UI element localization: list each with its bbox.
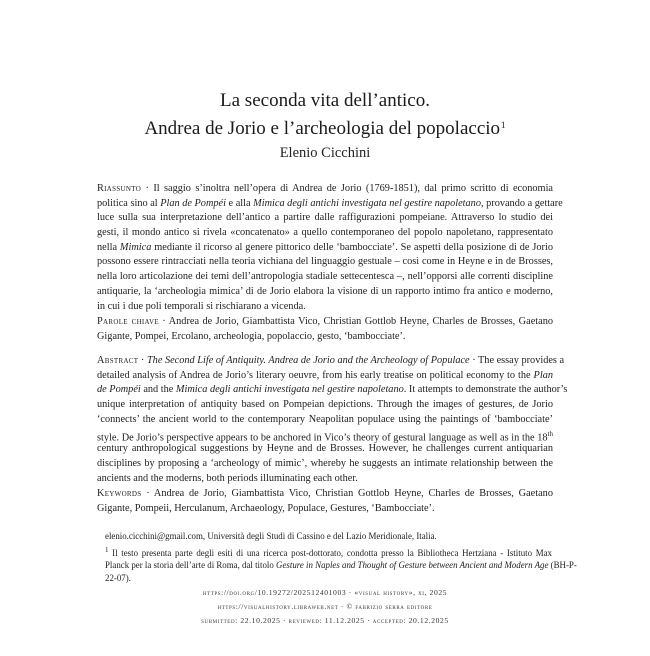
keywords-label: Keywords <box>97 488 142 499</box>
dates-line: submitted: 22.10.2025 · reviewed: 11.12.2025 · accepted: 20.12.2025 <box>201 616 449 625</box>
riassunto-line: nella loro articolazione dei temi dell’antropologia stadiale settecentesca –, nell’opporsi alle correnti discipline <box>97 271 553 283</box>
footnote-1-line: $^1$ Il testo presenta parte degli esiti di una ricerca post-dottorato, condotta presso la Bibliotheca Hertziana - Istituto Max <box>105 546 552 559</box>
parole-chiave-line: Gigante, Pompei, Ercolano, archeologia, popolaccio, gesto, ‘bambocciate’. <box>97 330 406 342</box>
parole-chiave-section <box>97 315 553 344</box>
keywords-text <box>97 487 553 516</box>
author-affiliation: elenio.cicchini@gmail.com, Università degli Studi di Cassino e del Lazio Meridionale, Italia. <box>105 531 437 541</box>
abstract-line: ‘connects’ the ancient world to the contemporary Neapolitan populace using the paintings of ‘bambocciate’ <box>97 413 553 425</box>
keywords-section <box>97 487 553 516</box>
riassunto-line: gesti, il mondo antico si rivela «concatenato» a quello contemporaneo del popolo napoletano, rappresentato <box>97 227 553 239</box>
riassunto-line: in cui i due poli temporali si rischiarano a vicenda. <box>97 300 306 312</box>
keywords-line: Gigante, Pompeii, Herculanum, Archaeology, Populace, Gestures, ‘Bambocciate’. <box>97 502 435 514</box>
abstract-label: Abstract <box>97 355 139 366</box>
author-name: Elenio Cicchini <box>279 145 371 161</box>
abstract-line: style. De Jorio’s perspective appears to be anchored in Vico’s theory of gestural language as well as in the 18th <box>97 430 553 444</box>
footnote-1-marker: 1 <box>105 546 109 555</box>
riassunto-line: nella Mimica mediante il ricorso al genere pittorico delle ‘bambocciate’. Se aspetti della posizione di de Jorio <box>97 241 553 253</box>
abstract-line: Abstract · The Second Life of Antiquity. Andrea de Jorio and the Archeology of Populace · The essay provides a <box>97 355 565 366</box>
riassunto-line: Riassunto · Il saggio s’inoltra nell’opera di Andrea de Jorio (1769-1851), dal primo scritto di economia <box>97 183 553 194</box>
abstract-line: disciplines by proposing a ‘archeology of mimic’, whereby he suggests an intimate relationship between the <box>97 457 553 469</box>
footnotes <box>105 530 577 584</box>
riassunto-line: possono essere rintracciati nella teoria vichiana del linguaggio gestuale – così come in Heyne e in de Brosses, <box>97 256 553 268</box>
doi-line[interactable]: https://doi.org/10.19272/202512401003 · «visual history», xi, 2025 <box>202 588 448 597</box>
riassunto-line: antiquarie, la ‘archeologia mimica’ di de Jorio elabora la visione di un rapporto intimo fra antico e moderno, <box>97 285 553 297</box>
paper-title-line-1: La seconda vita dell’antico. <box>220 90 430 111</box>
parole-chiave-line: Parole chiave · Andrea de Jorio, Giambattista Vico, Christian Gottlob Heyne, Charles de Brosses, Gaetano <box>97 316 553 327</box>
footnote-1-line: 22-07). <box>105 572 131 583</box>
riassunto-label: Riassunto <box>97 183 142 194</box>
abstract-line: de Pompéi and the Mimica degli antichi investigata nel gestire napoletano. It attempts to demonstrate the author’s <box>97 384 568 396</box>
footnote-1 <box>105 544 577 584</box>
abstract-line: detailed analysis of Andrea de Jorio’s literary oeuvre, from his early treatise on political economy to the Plan <box>97 369 553 381</box>
paper-title-line-2-text: Andrea de Jorio e l’archeologia del popolaccio <box>144 118 501 139</box>
abstract-section <box>97 354 568 486</box>
publisher-line[interactable]: https://visualhistory.libraweb.net · © fabrizio serra editore <box>217 602 433 611</box>
keywords-line: Keywords · Andrea de Jorio, Giambattista Vico, Christian Gottlob Heyne, Charles de Brosses, Gaetano <box>97 488 553 499</box>
abstract-line: ancients and the moderns, both periods illuminating each other. <box>97 472 358 484</box>
abstract-line: century anthropological suggestions by Heyne and de Brosses. However, he challenges current antiquarian <box>97 443 553 455</box>
riassunto-text <box>97 182 563 314</box>
paper-title-line-2 <box>0 114 650 140</box>
riassunto-section <box>97 182 563 314</box>
riassunto-line: luce sulla sua interpretazione dell’antico a partire dalle raffigurazioni pompeiane. Attraverso lo studio dei <box>97 212 553 224</box>
footnote-1-line: Planck per la storia dell’arte di Roma, dal titolo Gesture in Naples and Thought of Gesture between Ancient and Modern Age (BH-P- <box>105 560 577 571</box>
abstract-text <box>97 354 568 486</box>
title-footnote-marker[interactable]: 1 <box>501 120 506 130</box>
parole-chiave-text <box>97 315 553 344</box>
abstract-line: unique interpretation of antiquity based on Pompeian depictions. Through the images of gestures, de Jorio <box>97 399 553 411</box>
riassunto-line: politica sino al Plan de Pompéi e alla Mimica degli antichi investigata nel gestire napoletano, provando a gettare <box>97 197 563 209</box>
parole-chiave-label: Parole chiave <box>97 316 159 327</box>
